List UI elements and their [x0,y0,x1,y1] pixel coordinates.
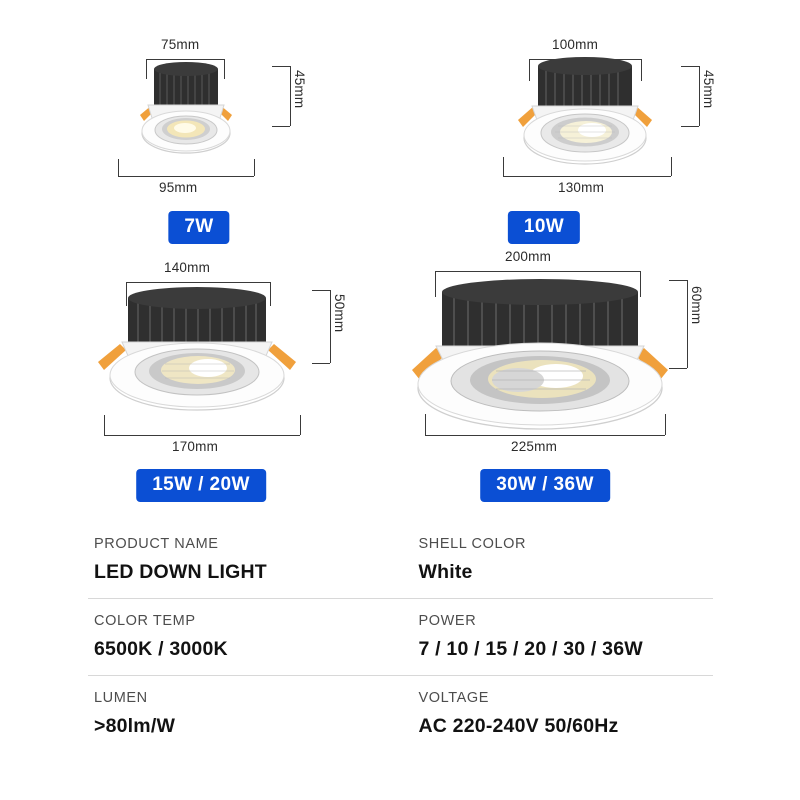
bottom-dim-tick-right [665,414,666,435]
bottom-dim-tick-left [503,157,504,176]
bottom-dim-tick-right [254,159,255,176]
side-dim-tick-top [681,66,699,67]
spec-key: SHELL COLOR [418,536,527,552]
bottom-dimension-label: 130mm [558,180,605,195]
side-dim-line [330,290,331,363]
downlight-illustration-30w-36w [400,270,690,445]
power-badge-30w-36w: 30W / 36W [480,469,610,502]
spec-row [88,676,713,752]
side-dim-tick-top [669,280,687,281]
side-dimension-label: 60mm [689,286,704,325]
spec-cell-color-temp [88,613,401,661]
side-dimension-label: 45mm [701,70,716,109]
side-dim-tick-bottom [681,126,699,127]
side-dimension-label: 45mm [292,70,307,109]
bottom-dimension-label: 170mm [172,439,219,454]
bottom-dim-tick-left [425,414,426,435]
spec-value: >80lm/W [94,715,176,737]
bottom-dimension-label: 95mm [159,180,198,195]
product-cell-7w [0,4,400,252]
bottom-dimension-label: 225mm [511,439,558,454]
power-badge-10w: 10W [508,211,580,244]
spec-cell-shell-color [401,536,714,584]
bottom-dim-line [104,435,300,436]
bottom-dim-line [118,176,254,177]
spec-key: COLOR TEMP [94,613,196,629]
side-dim-tick-bottom [272,126,290,127]
bottom-dim-tick-right [300,415,301,435]
spec-value: White [418,561,473,583]
side-dim-line [290,66,291,126]
spec-cell-lumen [88,690,401,738]
product-cell-15w-20w [0,252,400,500]
bottom-dim-tick-left [104,415,105,435]
spec-key: POWER [418,613,477,629]
side-dim-tick-top [272,66,290,67]
side-dim-line [699,66,700,126]
bottom-dim-tick-right [671,157,672,176]
side-dimension-label: 50mm [332,294,347,333]
spec-row [88,522,713,599]
bottom-dim-tick-left [118,159,119,176]
top-dimension-label: 100mm [552,37,599,52]
spec-key: LUMEN [94,690,148,706]
top-dimension-label: 200mm [505,249,552,264]
side-dim-tick-top [312,290,330,291]
specification-table [88,522,713,752]
side-dim-line [687,280,688,368]
side-dim-tick-bottom [669,368,687,369]
spec-value: AC 220-240V 50/60Hz [418,715,619,737]
spec-value: 7 / 10 / 15 / 20 / 30 / 36W [418,638,643,660]
product-cell-30w-36w [400,249,800,500]
top-dimension-label: 75mm [161,37,200,52]
side-dim-tick-bottom [312,363,330,364]
bottom-dim-line [425,435,665,436]
power-badge-7w: 7W [168,211,229,244]
downlight-illustration-7w [106,61,266,176]
downlight-illustration-15w-20w [72,280,322,430]
spec-row [88,599,713,676]
spec-cell-product-name [88,536,401,584]
spec-key: PRODUCT NAME [94,536,219,552]
top-dimension-label: 140mm [164,260,211,275]
spec-key: VOLTAGE [418,690,490,706]
top-dim-line [146,59,224,60]
spec-cell-power [401,613,714,661]
downlight-illustration-10w [480,54,690,184]
power-badge-15w-20w: 15W / 20W [136,469,266,502]
bottom-dim-line [503,176,671,177]
product-cell-10w [400,4,800,252]
spec-value: LED DOWN LIGHT [94,561,267,583]
spec-cell-voltage [401,690,714,738]
spec-value: 6500K / 3000K [94,638,228,660]
